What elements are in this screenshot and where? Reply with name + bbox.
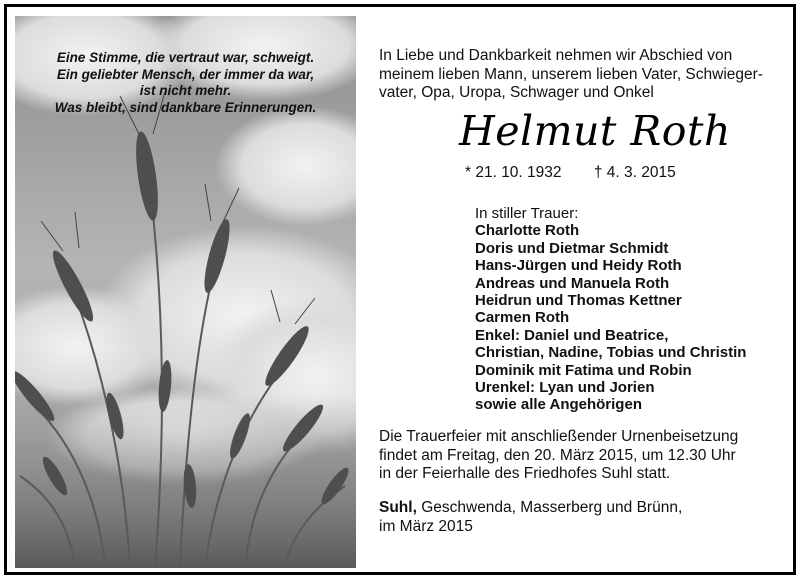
mourner-name: Andreas und Manuela Roth bbox=[475, 274, 670, 292]
poem-line: Ein geliebter Mensch, der immer da war, bbox=[56, 66, 315, 82]
mourner-name: Carmen Roth bbox=[475, 309, 570, 327]
mourners-heading: In stiller Trauer: bbox=[475, 205, 579, 222]
death-date: † 4. 3. 2015 bbox=[593, 164, 676, 181]
mourner-name: Christian, Nadine, Tobias und Christin bbox=[475, 344, 747, 362]
mourner-name: Dominik mit Fatima und Robin bbox=[475, 361, 692, 379]
mourner-name: Hans-Jürgen und Heidy Roth bbox=[475, 257, 682, 275]
mourners-list bbox=[475, 205, 746, 414]
birth-date: * 21. 10. 1932 bbox=[465, 164, 562, 181]
service-line: in der Feierhalle des Friedhofes Suhl statt. bbox=[379, 465, 671, 482]
place-and-date bbox=[379, 499, 682, 536]
intro-line: vater, Opa, Uropa, Schwager und Onkel bbox=[379, 84, 654, 101]
memorial-poem bbox=[15, 50, 356, 116]
deceased-name: Helmut Roth bbox=[459, 107, 731, 155]
service-announcement bbox=[379, 428, 738, 484]
poem-line: ist nicht mehr. bbox=[139, 83, 232, 98]
mourner-name: Enkel: Daniel und Beatrice, bbox=[475, 326, 669, 344]
place-rest: Geschwenda, Masserberg und Brünn, bbox=[416, 499, 683, 516]
service-line: Die Trauerfeier mit anschließender Urnenbeisetzung bbox=[379, 428, 739, 445]
mourner-name: Urenkel: Lyan und Jorien bbox=[475, 379, 655, 397]
place-city: Suhl, bbox=[379, 499, 417, 516]
poem-line: Was bleibt, sind dankbare Erinnerungen. bbox=[54, 99, 317, 115]
wheat-field-photo bbox=[15, 16, 356, 568]
intro-line: meinem lieben Mann, unserem lieben Vater, Schwieger- bbox=[379, 65, 763, 83]
mourner-name: Charlotte Roth bbox=[475, 222, 580, 240]
obituary-notice bbox=[4, 4, 796, 575]
place-line bbox=[379, 499, 682, 518]
poem-line: Eine Stimme, die vertraut war, schweigt. bbox=[56, 50, 315, 65]
intro-line: In Liebe und Dankbarkeit nehmen wir Abschied von bbox=[379, 47, 733, 64]
notice-date: im März 2015 bbox=[379, 517, 473, 535]
service-line: findet am Freitag, den 20. März 2015, um 12.30 Uhr bbox=[379, 446, 736, 464]
intro-paragraph bbox=[379, 47, 779, 103]
mourner-name: sowie alle Angehörigen bbox=[475, 396, 642, 414]
life-dates bbox=[465, 164, 676, 182]
mourner-name: Doris und Dietmar Schmidt bbox=[475, 239, 669, 257]
mourner-name: Heidrun und Thomas Kettner bbox=[475, 292, 682, 310]
